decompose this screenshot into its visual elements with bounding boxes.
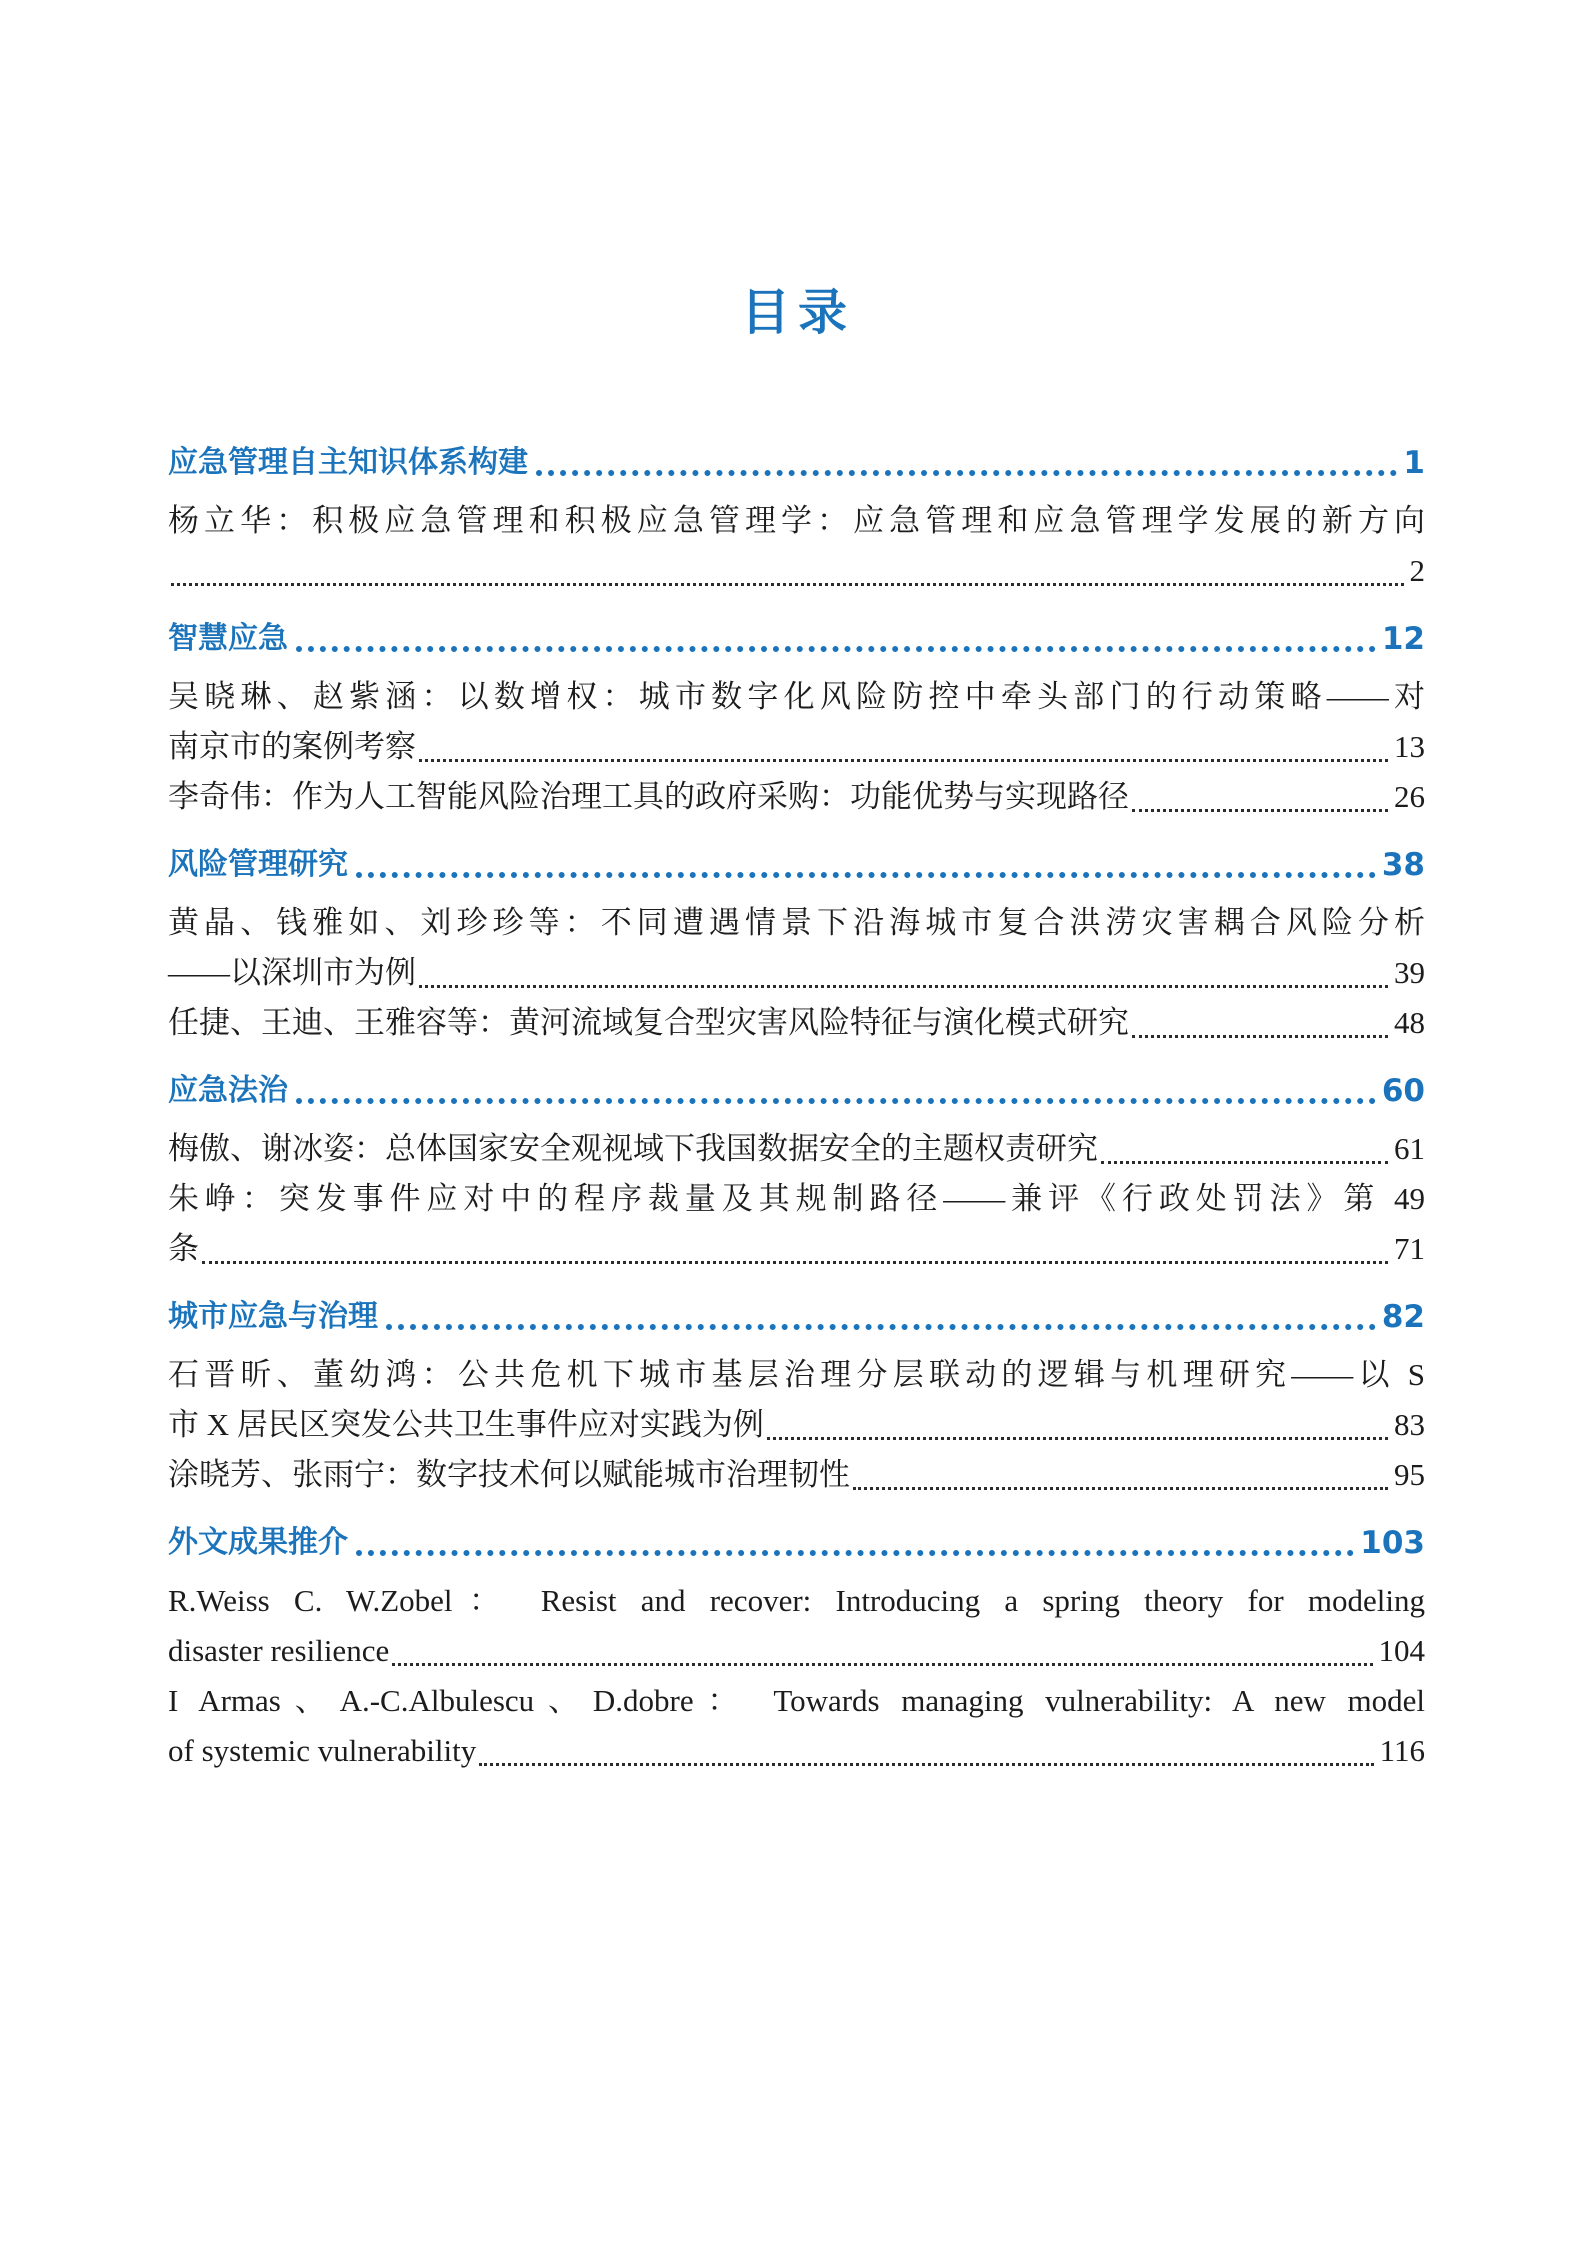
entry-last-line	[168, 722, 1425, 772]
entry-page-number: 116	[1379, 1733, 1425, 1768]
toc-entry	[168, 1350, 1425, 1450]
entry-text-line: 市 X 居民区突发公共卫生事件应对实践为例	[168, 1407, 764, 1442]
section-page-number: 82	[1381, 1299, 1425, 1335]
section-heading-label: 应急管理自主知识体系构建	[168, 445, 528, 480]
page-title: 目录	[740, 284, 855, 341]
toc-section-heading	[168, 1064, 1425, 1118]
section-heading-label: 外文成果推介	[168, 1525, 348, 1560]
leader-dots	[419, 759, 1388, 762]
entry-text-line: I Armas、A.-C.Albulescu、D.dobre： Towards managing vulnerability: A new model	[168, 1683, 1425, 1718]
entry-page-number: 83	[1394, 1407, 1425, 1442]
entry-last-line	[168, 1450, 1425, 1500]
entry-last-line	[168, 1400, 1425, 1450]
section-heading-label: 智慧应急	[168, 621, 288, 656]
entry-text-line: 南京市的案例考察	[168, 729, 416, 764]
entry-text-line: 黄晶、钱雅如、刘珍珍等：不同遭遇情景下沿海城市复合洪涝灾害耦合风险分析	[168, 905, 1425, 940]
toc-section-heading	[168, 1290, 1425, 1344]
leader-dots	[853, 1487, 1388, 1490]
section-heading-label: 风险管理研究	[168, 847, 348, 882]
section-page-number: 12	[1381, 621, 1425, 657]
leader-dots	[392, 1663, 1372, 1666]
entry-page-number: 39	[1394, 955, 1425, 990]
toc-section-heading	[168, 612, 1425, 666]
leader-dots	[296, 646, 1376, 652]
toc-section-heading	[168, 1516, 1425, 1570]
entry-text-line: 条	[168, 1231, 199, 1266]
entry-page-number: 26	[1394, 779, 1425, 814]
leader-dots	[386, 1324, 1376, 1330]
leader-dots	[419, 985, 1388, 988]
toc-entry	[168, 496, 1425, 596]
leader-dots	[171, 583, 1404, 586]
entry-last-line	[168, 1626, 1425, 1676]
entry-page-number: 104	[1378, 1633, 1425, 1668]
toc-entry	[168, 1124, 1425, 1174]
entry-page-number: 13	[1394, 729, 1425, 764]
entry-last-line	[168, 998, 1425, 1048]
section-page-number: 38	[1381, 847, 1425, 883]
section-heading-label: 应急法治	[168, 1073, 288, 1108]
leader-dots	[536, 470, 1397, 476]
toc-entry	[168, 672, 1425, 772]
entry-text-line: 李奇伟：作为人工智能风险治理工具的政府采购：功能优势与实现路径	[168, 779, 1129, 814]
entry-text-line: 吴晓琳、赵紫涵：以数增权：城市数字化风险防控中牵头部门的行动策略——对	[168, 679, 1425, 714]
entry-text-line: 涂晓芳、张雨宁：数字技术何以赋能城市治理韧性	[168, 1457, 850, 1492]
entry-text-line: 梅傲、谢冰姿：总体国家安全观视域下我国数据安全的主题权责研究	[168, 1131, 1098, 1166]
table-of-contents	[168, 436, 1425, 1776]
entry-text-line: 任捷、王迪、王雅容等：黄河流域复合型灾害风险特征与演化模式研究	[168, 1005, 1129, 1040]
leader-dots	[479, 1763, 1373, 1766]
section-page-number: 103	[1360, 1525, 1425, 1561]
leader-dots	[356, 1550, 1354, 1556]
entry-page-number: 48	[1394, 1005, 1425, 1040]
entry-page-number: 61	[1394, 1131, 1425, 1166]
entry-text-line: disaster resilience	[168, 1633, 390, 1668]
section-page-number: 60	[1381, 1073, 1425, 1109]
toc-section-heading	[168, 838, 1425, 892]
entry-last-line	[168, 1224, 1425, 1274]
toc-entry	[168, 1450, 1425, 1500]
entry-text-line: 朱峥：突发事件应对中的程序裁量及其规制路径——兼评《行政处罚法》第 49	[168, 1181, 1425, 1216]
entry-text-line: 杨立华：积极应急管理和积极应急管理学：应急管理和应急管理学发展的新方向	[168, 503, 1425, 538]
toc-entry	[168, 772, 1425, 822]
entry-last-line	[168, 546, 1425, 596]
leader-dots	[202, 1261, 1388, 1264]
toc-entry	[168, 898, 1425, 998]
entry-last-line	[168, 1726, 1425, 1776]
entry-page-number: 95	[1394, 1457, 1425, 1492]
toc-entry	[168, 998, 1425, 1048]
entry-text-line: R.Weiss C. W.Zobel： Resist and recover: Introducing a spring theory for modeling	[168, 1583, 1425, 1618]
leader-dots	[767, 1437, 1388, 1440]
entry-page-number: 71	[1394, 1231, 1425, 1266]
section-page-number: 1	[1403, 445, 1425, 481]
toc-entry	[168, 1676, 1425, 1776]
entry-last-line	[168, 772, 1425, 822]
entry-page-number: 2	[1409, 553, 1425, 588]
entry-text-line: of systemic vulnerability	[168, 1733, 477, 1768]
leader-dots	[296, 1098, 1376, 1104]
leader-dots	[1132, 809, 1388, 812]
toc-entry	[168, 1174, 1425, 1274]
entry-text-line: ——以深圳市为例	[168, 955, 416, 990]
entry-text-line: 石晋昕、董幼鸿：公共危机下城市基层治理分层联动的逻辑与机理研究——以 S	[168, 1357, 1425, 1392]
entry-last-line	[168, 1124, 1425, 1174]
toc-section-heading	[168, 436, 1425, 490]
entry-last-line	[168, 948, 1425, 998]
toc-entry	[168, 1576, 1425, 1676]
leader-dots	[1101, 1161, 1388, 1164]
leader-dots	[1132, 1035, 1388, 1038]
leader-dots	[356, 872, 1376, 878]
section-heading-label: 城市应急与治理	[168, 1299, 378, 1334]
